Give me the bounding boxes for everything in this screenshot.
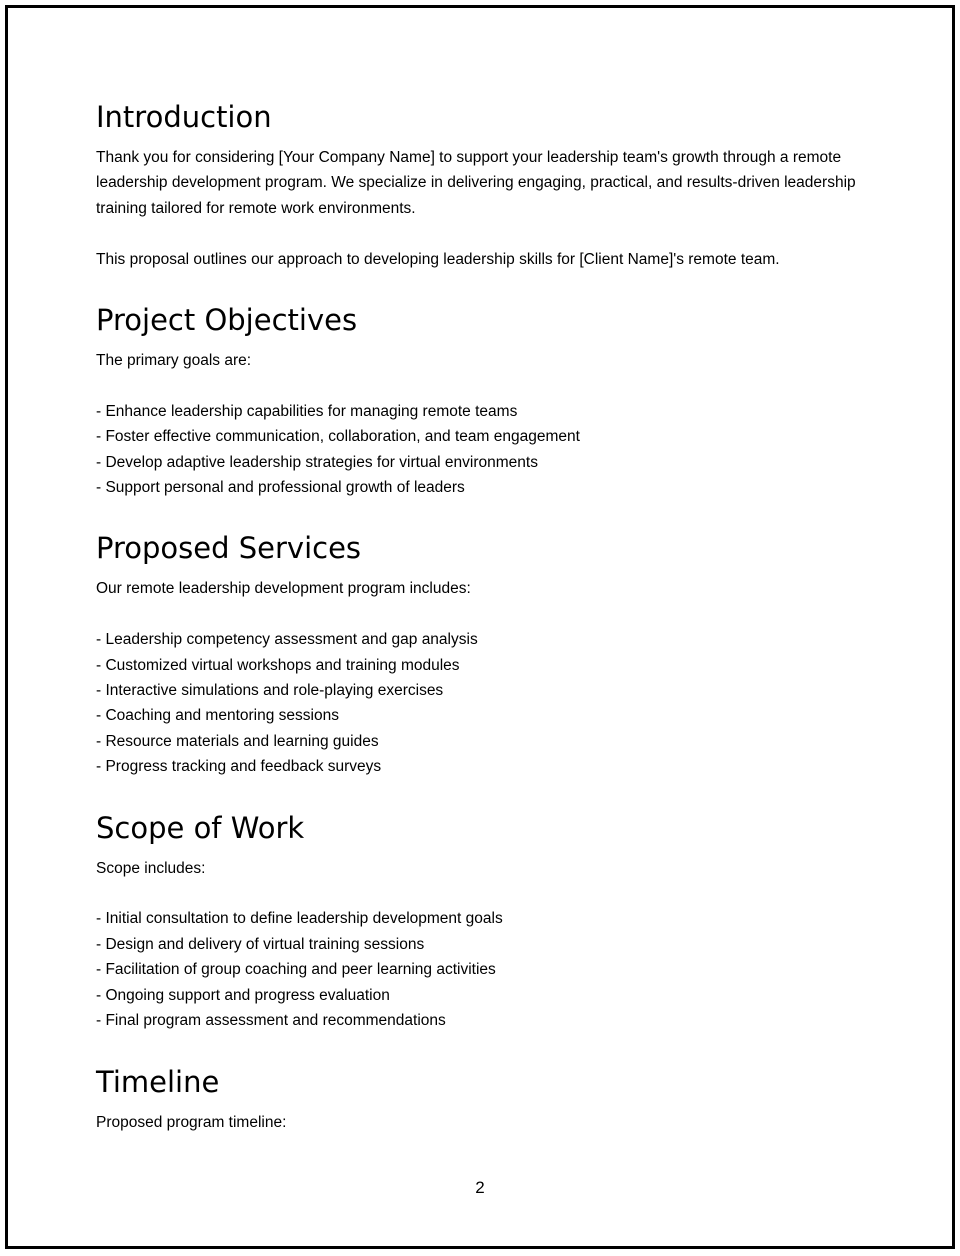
- services-heading: Proposed Services: [96, 531, 362, 566]
- objectives-list: [96, 399, 856, 501]
- services-list: [96, 627, 856, 779]
- introduction-paragraph-2: This proposal outlines our approach to developing leadership skills for [Client Name]'s remote team.: [96, 250, 780, 268]
- page-number: 2: [475, 1178, 485, 1197]
- list-item: - Design and delivery of virtual training sessions: [96, 935, 425, 953]
- scope-list: [96, 906, 856, 1033]
- introduction-paragraph-1: Thank you for considering [Your Company Name] to support your leadership team's growth through a remote leadership development program. We specialize in delivering engaging, practical, and results-driven leadership training tailored for remote work environments.: [96, 149, 856, 217]
- objectives-intro: The primary goals are:: [96, 352, 252, 370]
- list-item: - Enhance leadership capabilities for managing remote teams: [96, 402, 518, 420]
- list-item: - Customized virtual workshops and training modules: [96, 656, 460, 674]
- timeline-intro: Proposed program timeline:: [96, 1113, 287, 1131]
- document-body: [96, 98, 856, 1135]
- list-item: - Ongoing support and progress evaluation: [96, 986, 390, 1004]
- objectives-heading: Project Objectives: [96, 303, 358, 338]
- list-item: - Develop adaptive leadership strategies for virtual environments: [96, 453, 538, 471]
- list-item: - Initial consultation to define leadership development goals: [96, 910, 503, 928]
- list-item: - Progress tracking and feedback surveys: [96, 758, 382, 776]
- timeline-heading: Timeline: [96, 1064, 220, 1099]
- services-intro: Our remote leadership development program includes:: [96, 580, 471, 598]
- list-item: - Coaching and mentoring sessions: [96, 707, 339, 725]
- introduction-heading: Introduction: [96, 100, 272, 134]
- scope-heading: Scope of Work: [96, 810, 305, 845]
- list-item: - Foster effective communication, collaboration, and team engagement: [96, 428, 580, 446]
- scope-intro: Scope includes:: [96, 859, 206, 877]
- list-item: - Leadership competency assessment and gap analysis: [96, 631, 478, 649]
- list-item: - Facilitation of group coaching and peer learning activities: [96, 961, 496, 979]
- list-item: - Resource materials and learning guides: [96, 732, 379, 750]
- list-item: - Final program assessment and recommendations: [96, 1012, 446, 1030]
- list-item: - Support personal and professional growth of leaders: [96, 479, 465, 497]
- list-item: - Interactive simulations and role-playing exercises: [96, 682, 444, 700]
